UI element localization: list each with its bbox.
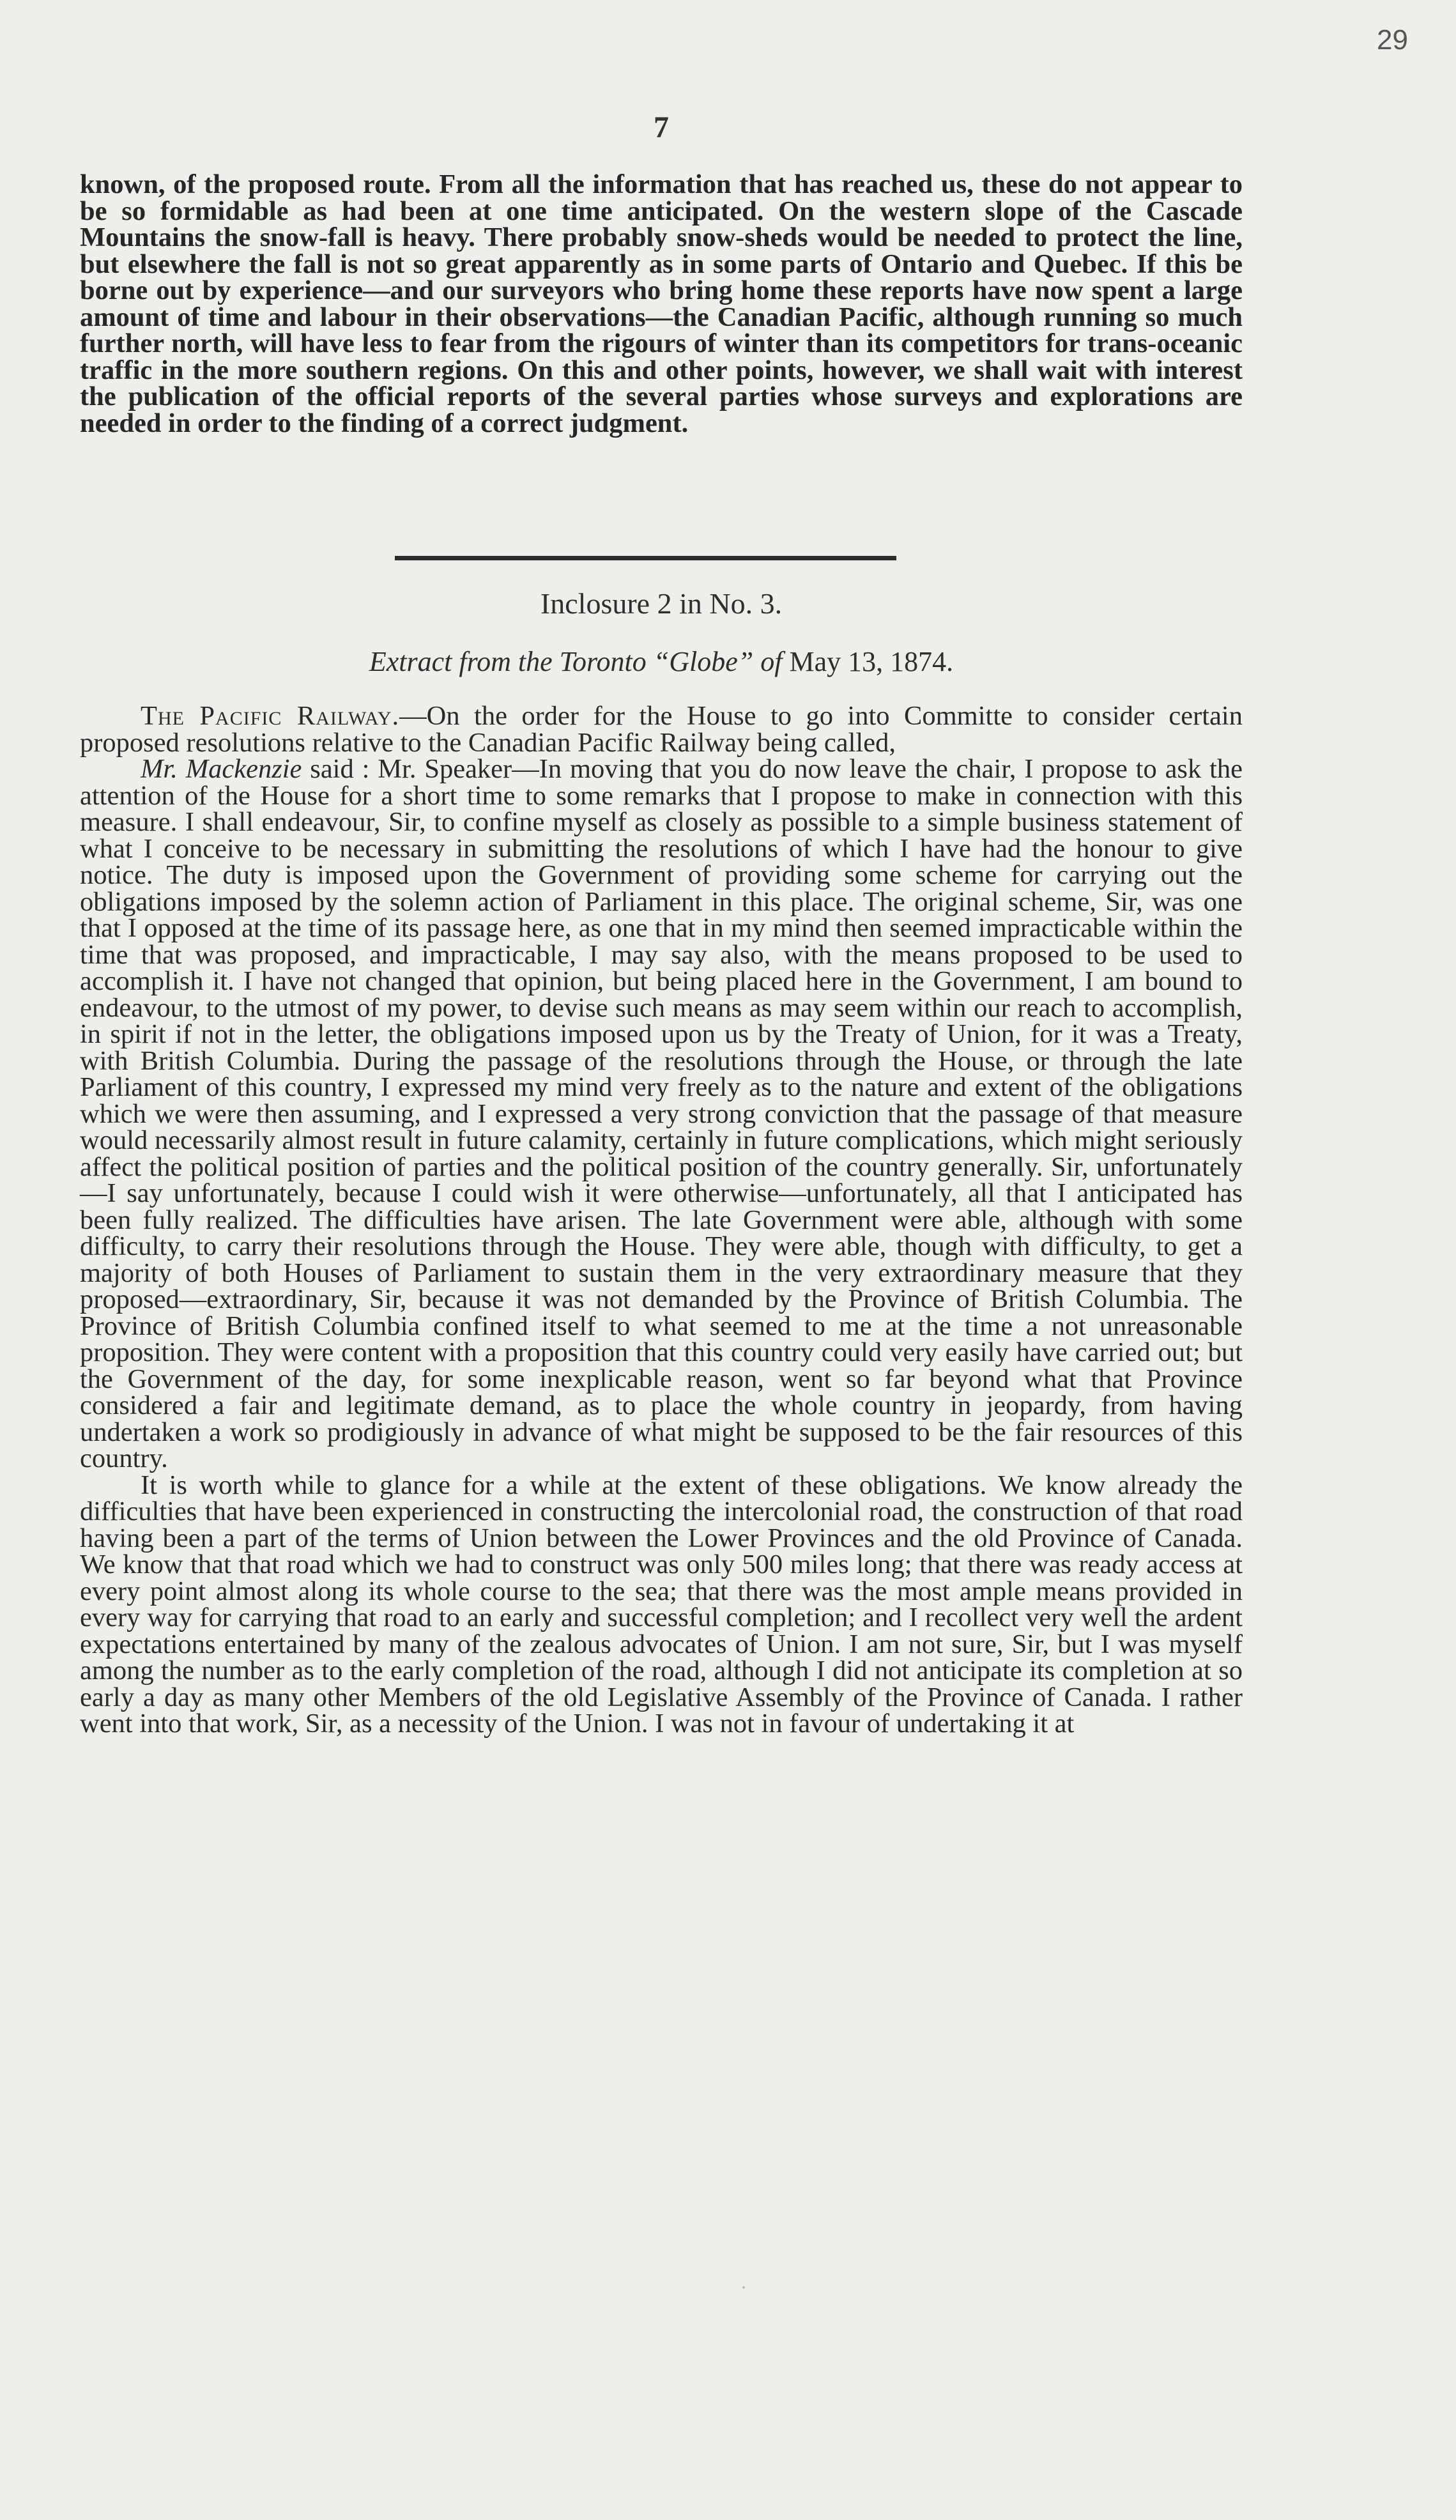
extract-heading-paper: “Globe” [653, 646, 754, 677]
extract-heading-date: May 13, 1874. [789, 646, 954, 677]
inclosure-heading: Inclosure 2 in No. 3. [540, 587, 783, 620]
worth-paragraph: It is worth while to glance for a while at the extent of these obligations. We know already the difficulties that have been experienced in constructing the intercolonial road, the construction of that road having been a part of the terms of Union between the Lower Provinces and the old Province of Canada. We know that that road which we had to construct was only 500 miles long; that there was ready access at every point almost along its whole course to the sea; that there was the most ample means provided in every way for carrying that road to an early and successful completion; and I recollect very well the ardent expectations entertained by many of the zealous advocates of Union. I am not sure, Sir, but I was myself among the number as to the early completion of the road, although I did not anticipate its completion at so early a day as many other Members of the old Legislative Assembly of the Province of Canada. I rather went into that work, Sir, as a necessity of the Union. I was not in favour of undertaking it at [80, 1470, 1243, 1739]
printed-page-number: 7 [654, 111, 669, 144]
opening-paragraph: known, of the proposed route. From all the information that has reached us, these do not appear to be so formidable as had been at one time anticipated. On the western slope of the Cascade Mountains the snow-fall is heavy. There probably snow-sheds would be needed to protect the line, but elsewhere the fall is not so great apparently as in some parts of Ontario and Quebec. If this be borne out by experience—and our surveyors who bring home these reports have now spent a large amount of time and labour in their observations—the Canadian Pacific, although running so much further north, will have less to fear from the rigours of winter than its competitors for trans-oceanic traffic in the more southern regions. On this and other points, however, we shall wait with interest the publication of the official reports of the several parties whose surveys and explorations are needed in order to the finding of a correct judgment. [80, 169, 1243, 438]
railway-paragraph [80, 703, 1243, 756]
railway-text: —On the order for the House to go into Committe to consider certain proposed resolutions relative to the Canadian Pacific Railway being called, [80, 701, 1243, 758]
extract-heading [0, 645, 1322, 678]
extract-heading-middle: of [753, 646, 790, 677]
opening-paragraph-block [80, 171, 1243, 436]
extract-heading-prefix: Extract from the Toronto [369, 646, 654, 677]
stamp-page-number: 29 [1377, 24, 1408, 56]
speaker-name: Mr. Mackenzie [141, 754, 302, 784]
railway-title: The Pacific Railway. [141, 701, 400, 731]
paper-speck [742, 2286, 745, 2289]
section-divider-rule [395, 556, 896, 560]
speech-paragraph [80, 756, 1243, 1472]
speech-text: said : Mr. Speaker—In moving that you do now leave the chair, I propose to ask the attention of the House for a short time to some remarks that I propose to make in connection with this measure. I shall endeavour, Sir, to confine myself as closely as possible to a simple business statement of what I conceive to be necessary in submitting the resolutions of which I have had the honour to give notice. The duty is imposed upon the Government of providing some scheme for carrying out the obligations imposed by the solemn action of Parliament in this place. The original scheme, Sir, was one that I opposed at the time of its passage here, as one that in my mind then seemed impracticable within the time that was proposed, and impracticable, I may say also, with the means proposed to be used to accomplish it. I have not changed that opinion, but being placed here in the Government, I am bound to endeavour, to the utmost of my power, to devise such means as may seem within our reach to accomplish, in spirit if not in the letter, the obligations imposed upon us by the Treaty of Union, for it was a Treaty, with British Columbia. During the passage of the resolutions through the House, or through the late Parliament of this country, I expressed my mind very freely as to the nature and extent of the obligations which we were then assuming, and I expressed a very strong conviction that the passage of that measure would necessarily almost result in future calamity, certainly in future complications, which might seriously affect the political position of parties and the political position of the country generally. Sir, unfortunately—I say unfortunately, because I could wish it were otherwise—unfortunately, all that I anticipated has been fully realized. The difficulties have arisen. The late Government were able, although with some difficulty, to carry their resolutions through the House. They were able, though with difficulty, to get a majority of both Houses of Parliament to sustain them in the very extraordinary measure that they proposed—extraordinary, Sir, because it was not demanded by the Province of British Columbia. The Province of British Columbia confined itself to what seemed to me at the time a not unreasonable proposition. They were content with a proposition that this country could very easily have carried out; but the Government of the day, for some inexplicable reason, went so far beyond what that Province considered a fair and legitimate demand, as to place the whole country in jeopardy, from having undertaken a work so prodigiously in advance of what might be supposed to be the fair resources of this country. [80, 754, 1243, 1473]
main-text-block [80, 703, 1243, 1737]
